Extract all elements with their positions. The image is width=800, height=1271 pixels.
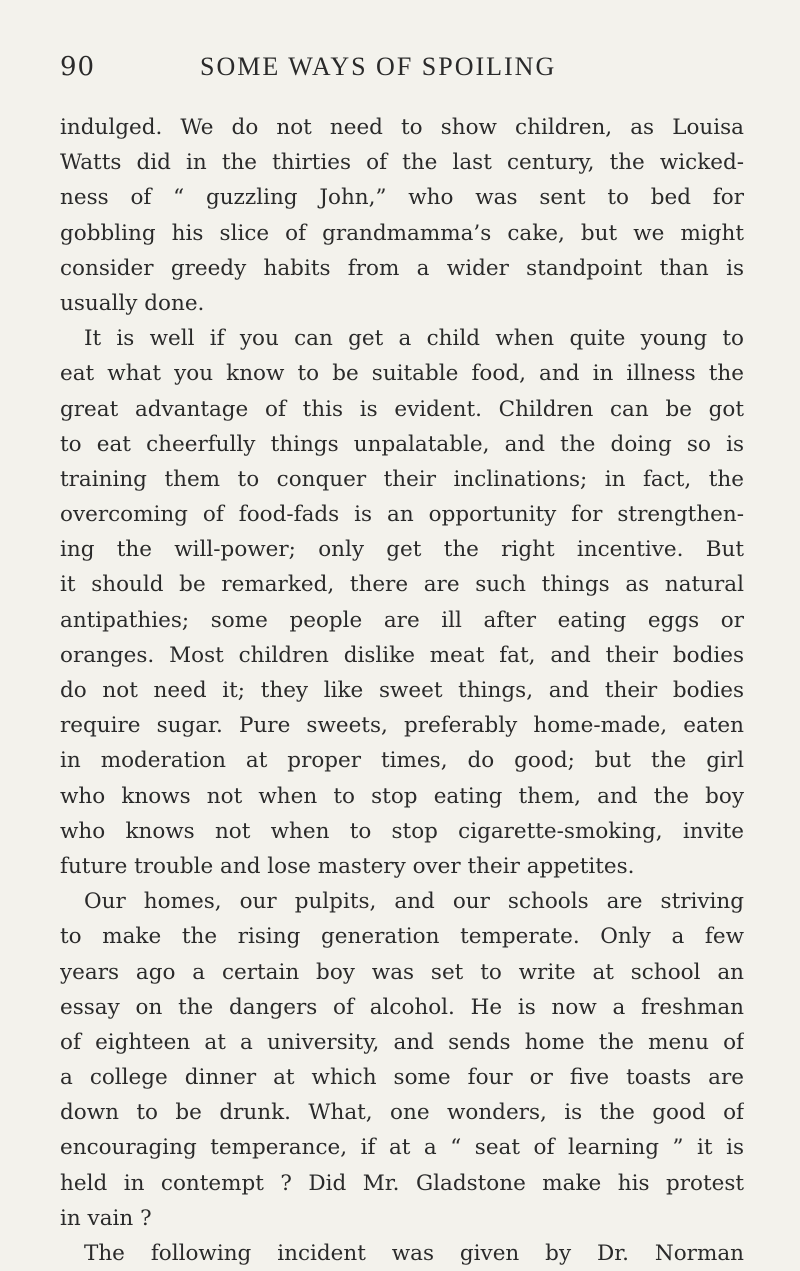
paragraph-start-line: The following incident was given by Dr. Norman [84, 1241, 744, 1266]
text-line: oranges. Most children dislike meat fat, and their bodies [60, 642, 744, 668]
paragraph-start-line: Our homes, our pulpits, and our schools are striving [84, 889, 744, 915]
text-line: in moderation at proper times, do good; but the girl [60, 748, 744, 774]
text-line: down to be drunk. What, one wonders, is the good of [60, 1100, 744, 1126]
text-line: overcoming of food-fads is an opportunity for strengthen- [60, 502, 744, 528]
text-line: encouraging temperance, if at a “ seat of learning ” it is [60, 1135, 744, 1161]
text-line: held in contempt ? Did Mr. Gladstone make his protest [60, 1170, 744, 1196]
text-line: who knows not when to stop eating them, and the boy [60, 783, 744, 809]
text-line: antipathies; some people are ill after eating eggs or [60, 607, 744, 633]
text-line: of eighteen at a university, and sends home the menu of [60, 1029, 744, 1055]
text-line: eat what you know to be suitable food, and in illness the [60, 361, 744, 387]
text-line: in vain ? [60, 1205, 152, 1231]
text-line: a college dinner at which some four or five toasts are [60, 1065, 744, 1091]
text-line: to eat cheerfully things unpalatable, and the doing so is [60, 431, 744, 457]
text-line: usually done. [60, 290, 205, 316]
paragraph-start-line: It is well if you can get a child when quite young to [84, 326, 744, 352]
text-line: ness of “ guzzling John,” who was sent to bed for [60, 185, 744, 211]
text-line: indulged. We do not need to show children, as Louisa [60, 115, 744, 140]
text-line: great advantage of this is evident. Children can be got [60, 396, 744, 422]
text-line: Watts did in the thirties of the last century, the wicked- [60, 150, 744, 176]
text-line: who knows not when to stop cigarette-smoking, invite [60, 818, 744, 844]
text-line: training them to conquer their inclinations; in fact, the [60, 466, 744, 492]
text-line: require sugar. Pure sweets, preferably home-made, eaten [60, 713, 744, 739]
body-text [60, 110, 744, 1271]
page-number: 90 [60, 52, 96, 82]
text-line: ing the will-power; only get the right incentive. But [60, 537, 744, 563]
text-line: years ago a certain boy was set to write at school an [60, 959, 744, 985]
running-head [60, 52, 740, 92]
text-line: future trouble and lose mastery over their appetites. [60, 853, 635, 879]
text-line: to make the rising generation temperate. Only a few [60, 924, 744, 950]
text-line: consider greedy habits from a wider standpoint than is [60, 255, 744, 281]
text-line: essay on the dangers of alcohol. He is now a freshman [60, 994, 744, 1020]
text-line: it should be remarked, there are such things as natural [60, 572, 744, 598]
text-line: gobbling his slice of grandmamma’s cake, but we might [60, 220, 744, 246]
text-line: do not need it; they like sweet things, and their bodies [60, 678, 744, 703]
running-title: SOME WAYS OF SPOILING [200, 52, 557, 81]
